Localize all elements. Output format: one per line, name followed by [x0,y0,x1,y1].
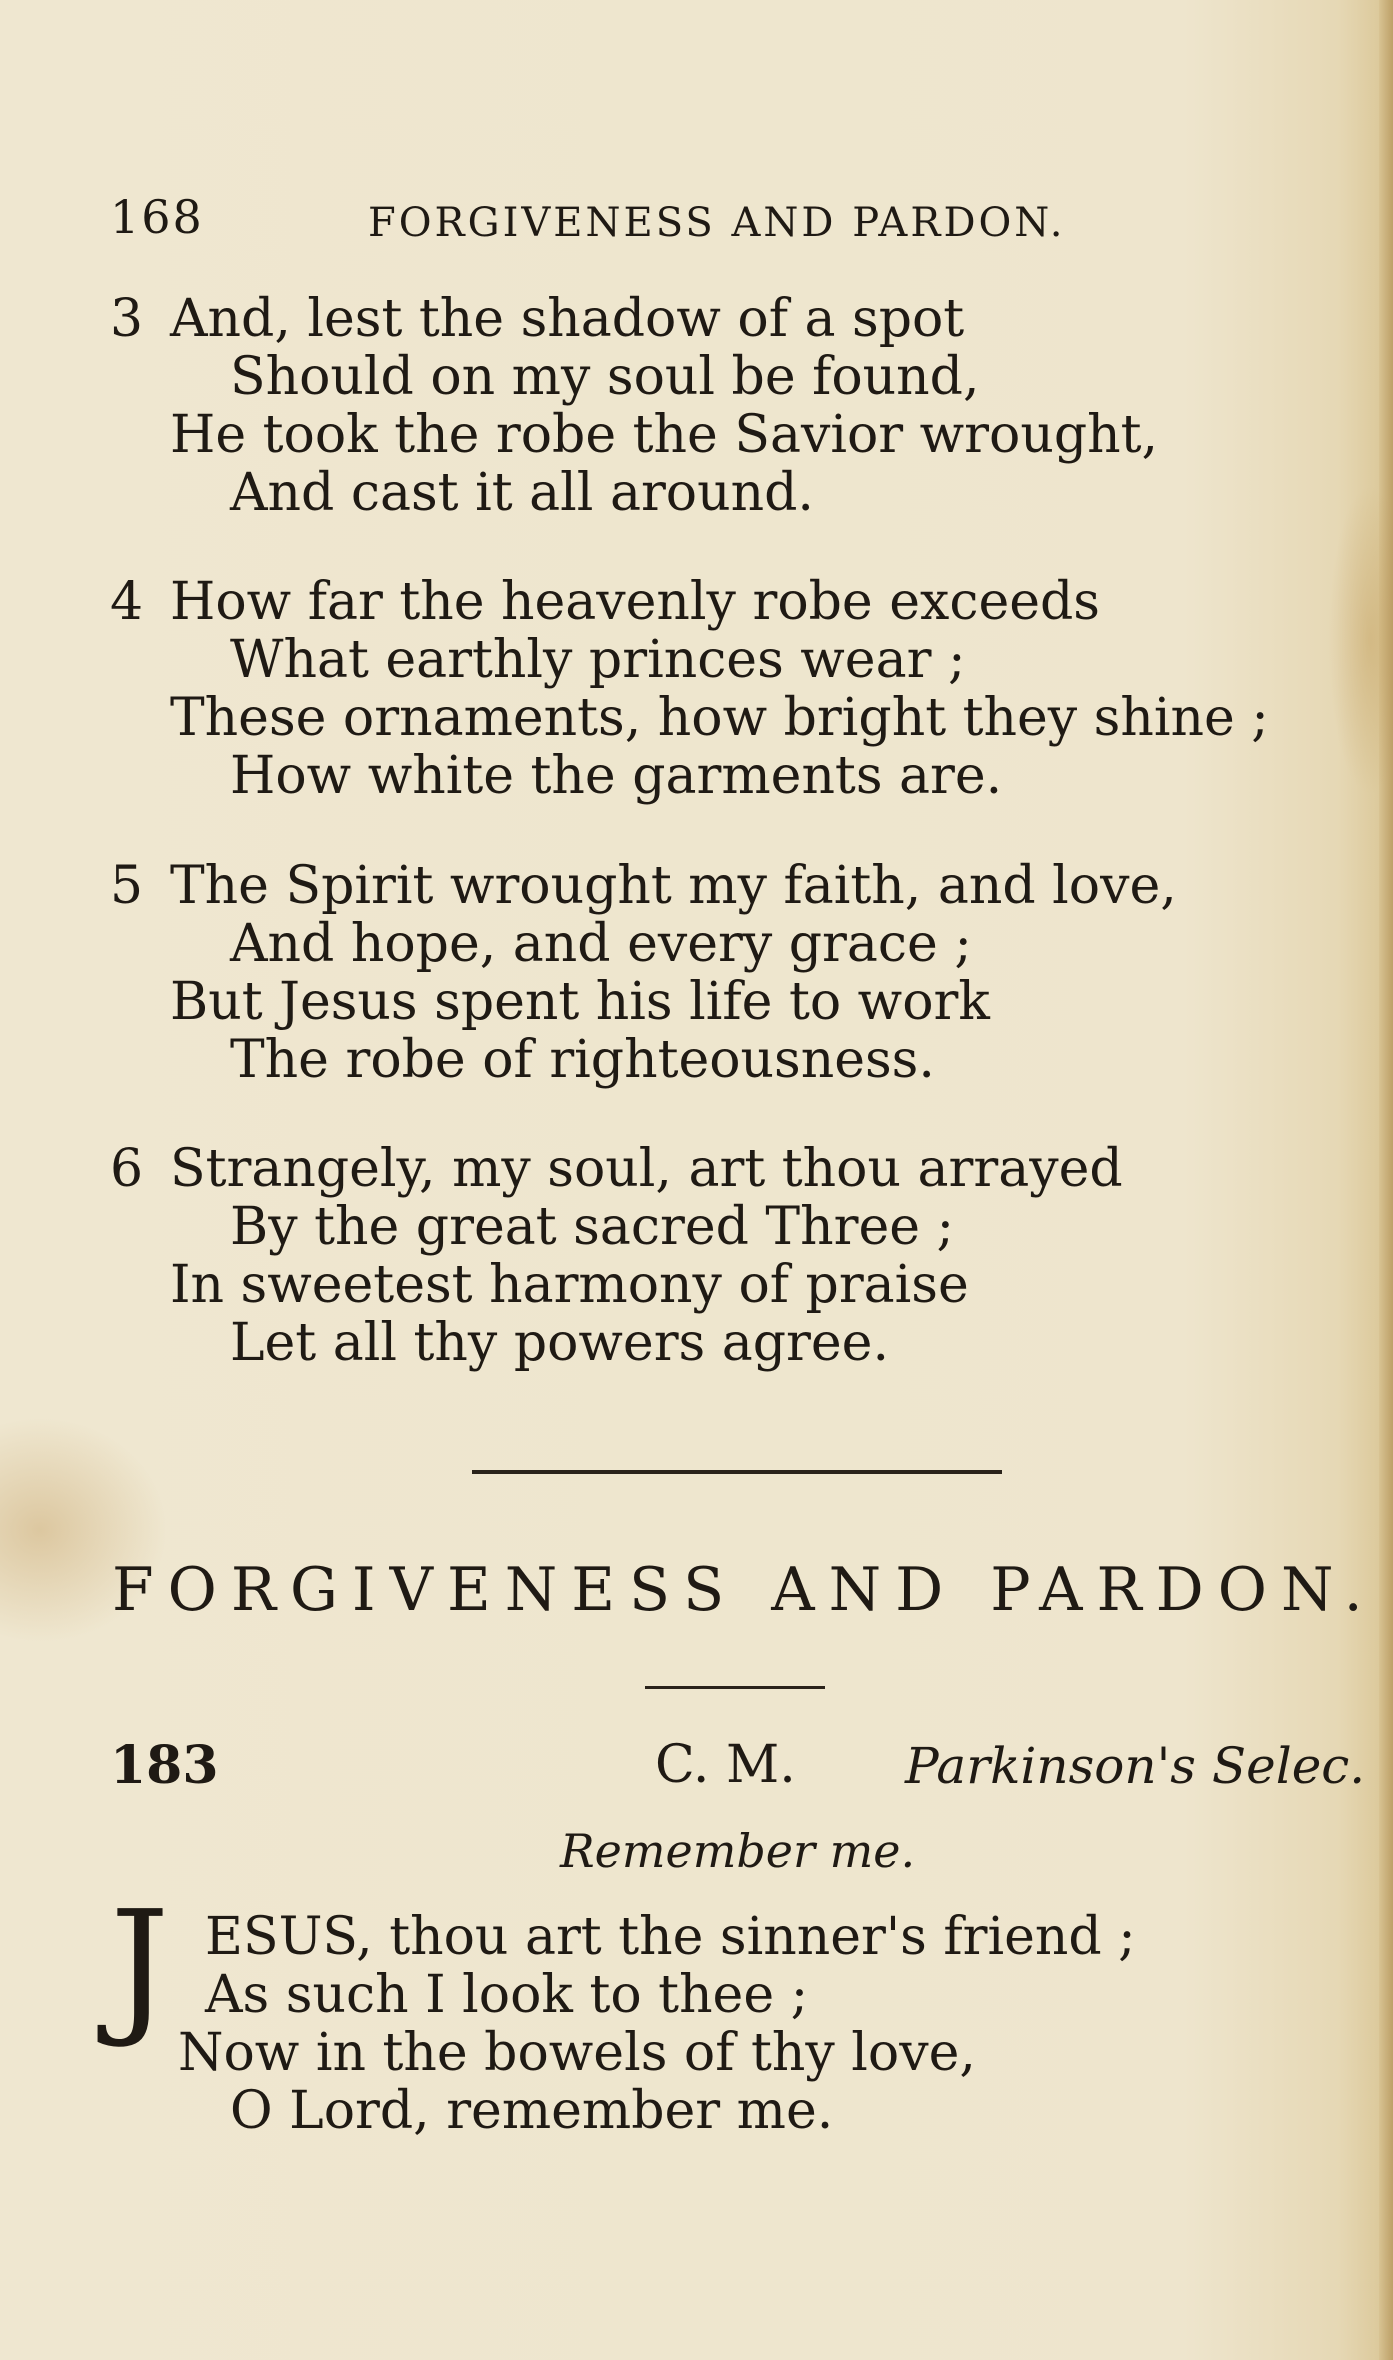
stanza-line: The Spirit wrought my faith, and love, [170,856,1177,916]
stanza-3 [110,290,1310,522]
stanza-line: What earthly princes wear ; [230,630,966,690]
stanza-line: The robe of righteousness. [230,1030,935,1090]
stanza-line: Let all thy powers agree. [230,1313,889,1373]
verse-line: ESUS, thou art the sinner's friend ; [205,1907,1136,1967]
hymn-meter: C. M. [655,1735,796,1795]
stanza-line: How far the heavenly robe exceeds [170,572,1100,632]
stanza-number: 4 [110,572,144,632]
hymn-tune: Parkinson's Selec. [905,1737,1366,1795]
stanza-line: By the great sacred Three ; [230,1197,955,1257]
stanza-line: These ornaments, how bright they shine ; [170,688,1269,748]
page-edge [1379,0,1393,2360]
drop-cap: J [110,1879,170,2051]
stanza-line: In sweetest harmony of praise [170,1255,969,1315]
stanza-line: He took the robe the Savior wrought, [170,405,1159,465]
verse-line: As such I look to thee ; [205,1965,809,2025]
stanza-6 [110,1140,1310,1372]
stanza-5 [110,857,1310,1089]
stanza-line: But Jesus spent his life to work [170,972,990,1032]
stanza-line: How white the garments are. [230,746,1003,806]
page-number: 168 [110,190,204,244]
running-head-title: FORGIVENESS AND PARDON. [368,200,1066,246]
verse-line: Now in the bowels of thy love, [178,2023,976,2083]
stanza-number: 6 [110,1139,144,1199]
stanza-line: Should on my soul be found, [230,347,980,407]
hymn-subtitle: Remember me. [560,1824,916,1878]
stanza-number: 3 [110,289,144,349]
stanza-line: And, lest the shadow of a spot [170,289,965,349]
stanza-line: And cast it all around. [230,463,814,523]
stanza-4 [110,573,1310,805]
hymn-number: 183 [110,1735,219,1796]
section-underline [645,1686,825,1689]
verse-line: O Lord, remember me. [230,2081,834,2141]
section-divider [472,1470,1002,1474]
hymn-verse [110,1908,1310,2140]
stanza-number: 5 [110,856,144,916]
section-title: FORGIVENESS AND PARDON. [112,1555,1377,1625]
stanza-line: Strangely, my soul, art thou arrayed [170,1139,1123,1199]
stanza-line: And hope, and every grace ; [230,914,972,974]
